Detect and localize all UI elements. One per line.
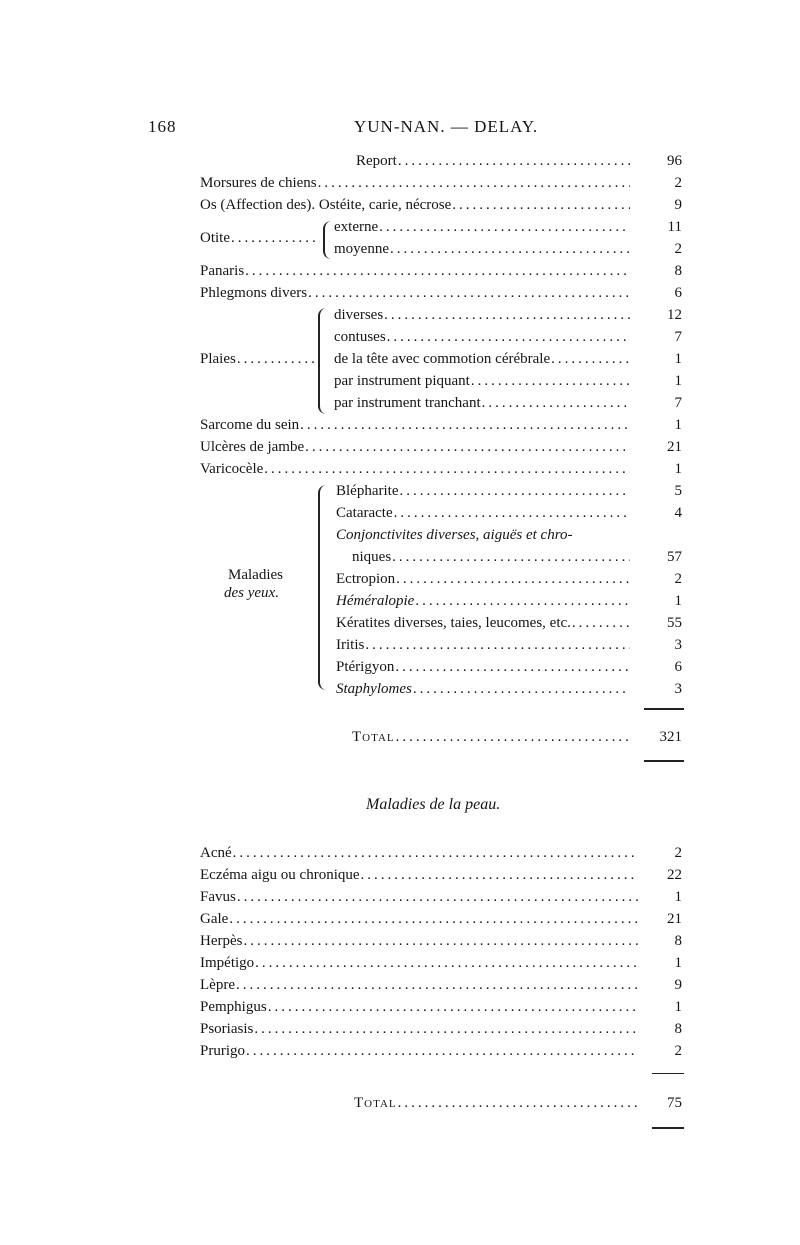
entry-label: Varicocèle [200,461,264,477]
entry-value: 7 [674,395,682,411]
entry-label: Psoriasis [200,1021,254,1037]
entry-value: 21 [667,911,682,927]
leader-dots [236,974,638,996]
entry-value: 1 [674,417,682,433]
leader-dots [399,480,630,502]
entry-value: 21 [667,439,682,455]
leader-dots [361,864,638,886]
leader-dots [231,227,320,249]
entry-label: Blépharite [336,483,399,499]
leader-dots [268,996,638,1018]
entry-row [334,304,630,326]
entry-value: 1 [674,955,682,971]
leader-dots [396,726,630,748]
leader-dots [398,1092,638,1114]
entry-label: Prurigo [200,1043,245,1059]
entry-label: moyenne [334,241,389,257]
entry-value: 3 [674,637,682,653]
entry-value: 55 [667,615,682,631]
sum-rule [652,1073,684,1074]
entry-value: 1 [674,889,682,905]
report-label: Report [356,153,397,169]
leader-dots [254,1018,638,1040]
entry-label: par instrument piquant [334,373,470,389]
leader-dots [305,436,630,458]
entry-value: 1 [674,999,682,1015]
leader-dots [452,194,630,216]
entry-value: 2 [674,241,682,257]
entry-label: Iritis [336,637,365,653]
page-number: 168 [148,117,177,136]
entry-row [200,194,630,216]
entry-value: 22 [667,867,682,883]
entry-row [200,974,638,996]
entry-value: 1 [674,461,682,477]
entry-row [334,326,630,348]
total-value: 75 [667,1095,682,1111]
entry-row [336,612,630,634]
entry-label: de la tête avec commotion cérébrale [334,351,551,367]
running-title: YUN-NAN. — DELAY. [354,117,539,136]
entry-value: 8 [674,933,682,949]
entry-row [200,930,638,952]
entry-row [200,908,638,930]
entry-label: Os (Affection des). Ostéite, carie, nécrose [200,197,452,213]
entry-label: Sarcome du sein [200,417,300,433]
entry-value: 6 [674,659,682,675]
leader-dots [390,238,630,260]
leader-dots [384,304,630,326]
report-value: 96 [667,153,682,169]
entry-row [334,348,630,370]
entry-value: 1 [674,593,682,609]
entry-value: 9 [674,197,682,213]
yeux-brace [318,485,327,690]
entry-value: 12 [667,307,682,323]
entry-value: 8 [674,263,682,279]
entry-value: 8 [674,1021,682,1037]
leader-dots [392,546,630,568]
leader-dots [318,172,630,194]
entry-row [200,260,630,282]
total-value: 321 [659,729,682,745]
leader-dots [482,392,630,414]
entry-row [200,886,638,908]
entry-label: Ectropion [336,571,396,587]
otite-group-row [200,227,320,249]
entry-label: Panaris [200,263,245,279]
leader-dots [398,150,630,172]
total-row [352,726,630,748]
entry-value: 6 [674,285,682,301]
entry-label: Gale [200,911,229,927]
entry-label: Kératites diverses, taies, leucomes, etc. [336,615,571,631]
entry-row [334,392,630,414]
entry-row [200,952,638,974]
entry-value: 3 [674,681,682,697]
leader-dots [246,1040,638,1062]
yeux-group-label-2: des yeux. [224,585,279,601]
leader-dots [264,458,630,480]
entry-label: Cataracte [336,505,393,521]
entry-value: 9 [674,977,682,993]
total-label: Total [354,1095,397,1111]
plaies-group-row [200,348,318,370]
entry-row [200,1040,638,1062]
total-rule [644,760,684,762]
entry-label: diverses [334,307,384,323]
leader-dots [300,414,630,436]
entry-label: externe [334,219,379,235]
entry-row [334,370,630,392]
entry-row [352,546,630,568]
total-label: Total [352,729,395,745]
entry-label: Ptérigyon [336,659,395,675]
entry-row [200,282,630,304]
entry-row [200,172,630,194]
leader-dots [308,282,630,304]
leader-dots [413,678,630,700]
leader-dots [471,370,630,392]
entry-label: Impétigo [200,955,255,971]
entry-row [336,634,630,656]
leader-dots [229,908,638,930]
entry-row [334,216,630,238]
entry-label: Héméralopie [336,593,415,609]
entry-row [336,590,630,612]
entry-label: niques [352,549,392,565]
entry-label-wrapped [336,524,572,546]
entry-row [334,238,630,260]
entry-label: Conjonctivites diverses, aiguës et chro- [336,527,573,543]
leader-dots [233,842,638,864]
entry-label: Phlegmons divers [200,285,308,301]
section-title: Maladies de la peau. [366,796,501,813]
otite-brace [323,221,331,259]
leader-dots [237,886,638,908]
entry-value: 11 [667,219,682,235]
total-rule [652,1127,684,1129]
entry-label: Acné [200,845,232,861]
entry-row [200,436,630,458]
entry-value: 2 [674,175,682,191]
leader-dots [396,568,630,590]
leader-dots [387,326,630,348]
entry-value: 5 [674,483,682,499]
entry-row [200,864,638,886]
entry-row [336,480,630,502]
entry-row [200,842,638,864]
entry-value: 1 [674,351,682,367]
entry-label: Ulcères de jambe [200,439,305,455]
entry-value: 7 [674,329,682,345]
leader-dots [394,502,630,524]
leader-dots [551,348,630,370]
entry-value: 4 [674,505,682,521]
leader-dots [395,656,630,678]
entry-label: Herpès [200,933,243,949]
leader-dots [255,952,638,974]
leader-dots [572,612,630,634]
entry-row [200,996,638,1018]
leader-dots [237,348,318,370]
plaies-group-label: Plaies [200,351,236,367]
entry-value: 2 [674,1043,682,1059]
entry-row [336,656,630,678]
entry-label: par instrument tranchant [334,395,481,411]
entry-label: contuses [334,329,386,345]
entry-row [336,502,630,524]
entry-label: Lèpre [200,977,235,993]
entry-label: Pemphigus [200,999,267,1015]
otite-group-label: Otite [200,230,230,246]
entry-value: 1 [674,373,682,389]
leader-dots [365,634,630,656]
total-row [354,1092,638,1114]
entry-label: Favus [200,889,236,905]
leader-dots [245,260,630,282]
sum-rule [644,708,684,710]
entry-label: Eczéma aigu ou chronique [200,867,360,883]
entry-value: 2 [674,571,682,587]
entry-value: 57 [667,549,682,565]
leader-dots [379,216,630,238]
entry-label: Morsures de chiens [200,175,317,191]
entry-label: Staphylomes [336,681,412,697]
leader-dots [415,590,630,612]
report-row [356,150,630,172]
plaies-brace [318,308,327,414]
entry-row [200,458,630,480]
entry-row [336,568,630,590]
yeux-group-label-1: Maladies [228,567,283,583]
entry-row [336,678,630,700]
leader-dots [243,930,638,952]
entry-row [200,1018,638,1040]
entry-row [200,414,630,436]
entry-value: 2 [674,845,682,861]
